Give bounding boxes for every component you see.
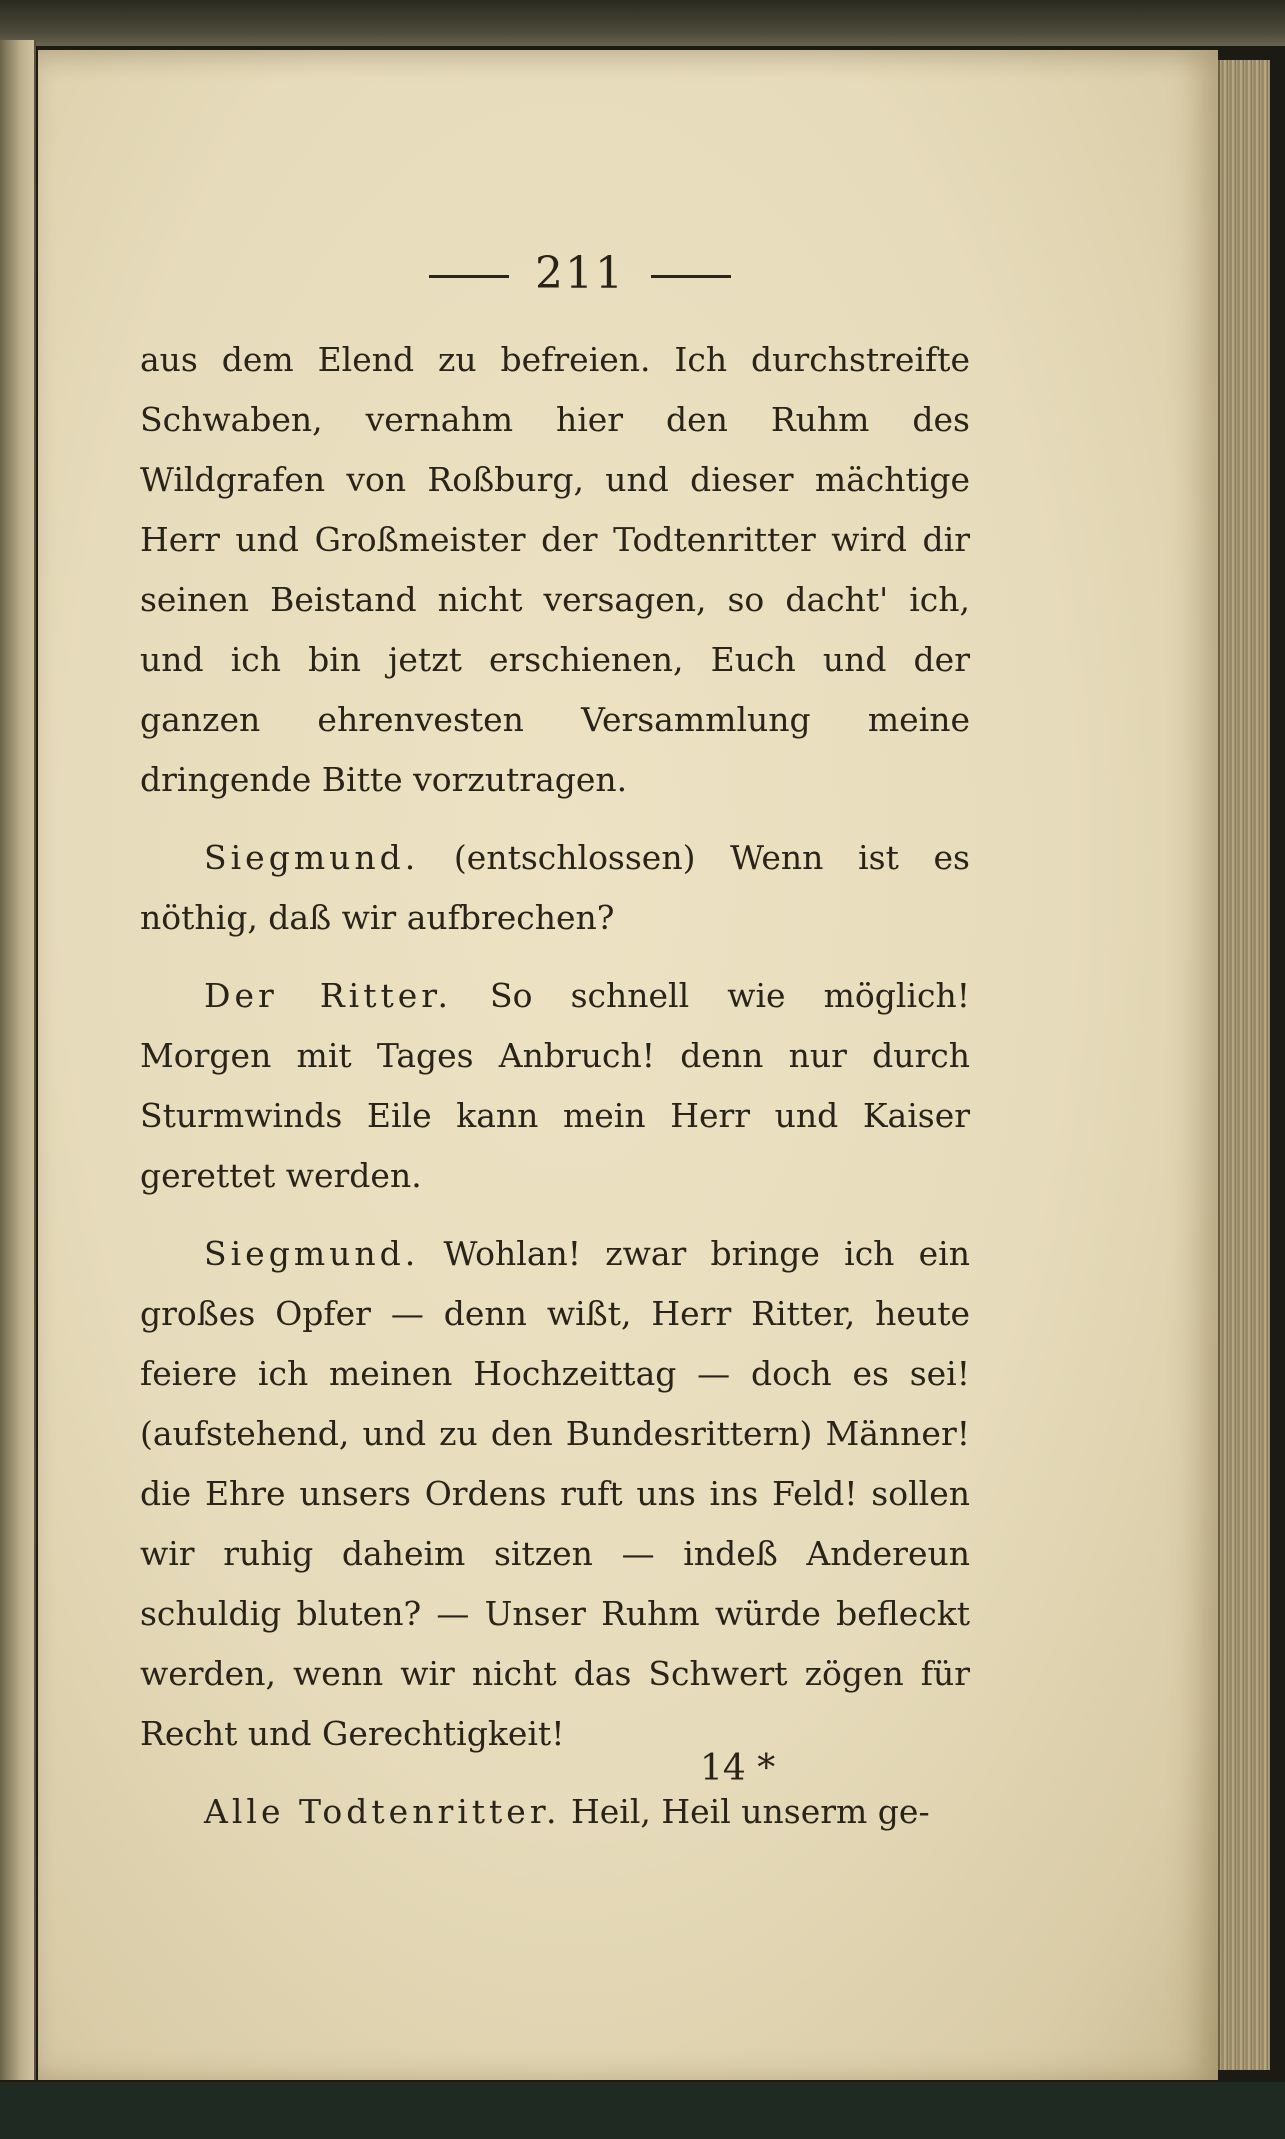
paragraph-text: Heil, Heil unserm ge- (570, 1792, 930, 1831)
paragraph (140, 1224, 970, 1764)
scan-bottom-border (0, 2082, 1285, 2139)
paragraph-text: aus dem Elend zu befreien. Ich durchstreifte Schwaben, vernahm hier den Ruhm des Wildgrafen von Roßburg, und dieser mächtige Herr und Großmeister der Todtenritter wird dir seinen Beistand nicht versagen, so dacht' ich, und ich bin jetzt erschienen, Euch und der ganzen ehrenvesten Versammlung meine dringende Bitte vorzutragen. (140, 340, 970, 799)
signature-mark: 14 * (700, 1748, 776, 1789)
paragraph-text: So schnell wie möglich! Morgen mit Tages Anbruch! denn nur durch Sturmwinds Eile kann mein Herr und Kaiser gerettet werden. (140, 976, 970, 1195)
paragraph (140, 966, 970, 1206)
paragraph (140, 828, 970, 948)
page-number: 211 (535, 248, 625, 299)
speaker-name: Siegmund. (204, 838, 420, 877)
body-text (140, 330, 970, 1860)
page-header (390, 248, 770, 299)
scan-top-border (0, 0, 1285, 46)
paragraph-text: Wohlan! zwar bringe ich ein großes Opfer — denn wißt, Herr Ritter, heute feiere ich meinen Hochzeittag — doch es sei! (aufstehend, und zu den Bundesrittern) Männer! die Ehre unsers Ordens ruft uns ins Feld! sollen wir ruhig daheim sitzen — indeß Andereun schuldig bluten? — Unser Ruhm würde befleckt werden, wenn wir nicht das Schwert zögen für Recht und Gerechtigkeit! (140, 1234, 970, 1753)
speaker-name: Siegmund. (204, 1234, 420, 1273)
header-dash-right (651, 275, 731, 278)
header-dash-left (429, 275, 509, 278)
paragraph (140, 1782, 970, 1842)
page-stack-edges (1218, 60, 1270, 2070)
speaker-name: Der Ritter. (204, 976, 452, 1015)
paragraph-text: (entschlossen) Wenn ist es nöthig, daß wir aufbrechen? (140, 838, 970, 937)
paragraph (140, 330, 970, 810)
facing-page-edge (0, 40, 36, 2080)
speaker-name: Alle Todtenritter. (204, 1792, 561, 1831)
